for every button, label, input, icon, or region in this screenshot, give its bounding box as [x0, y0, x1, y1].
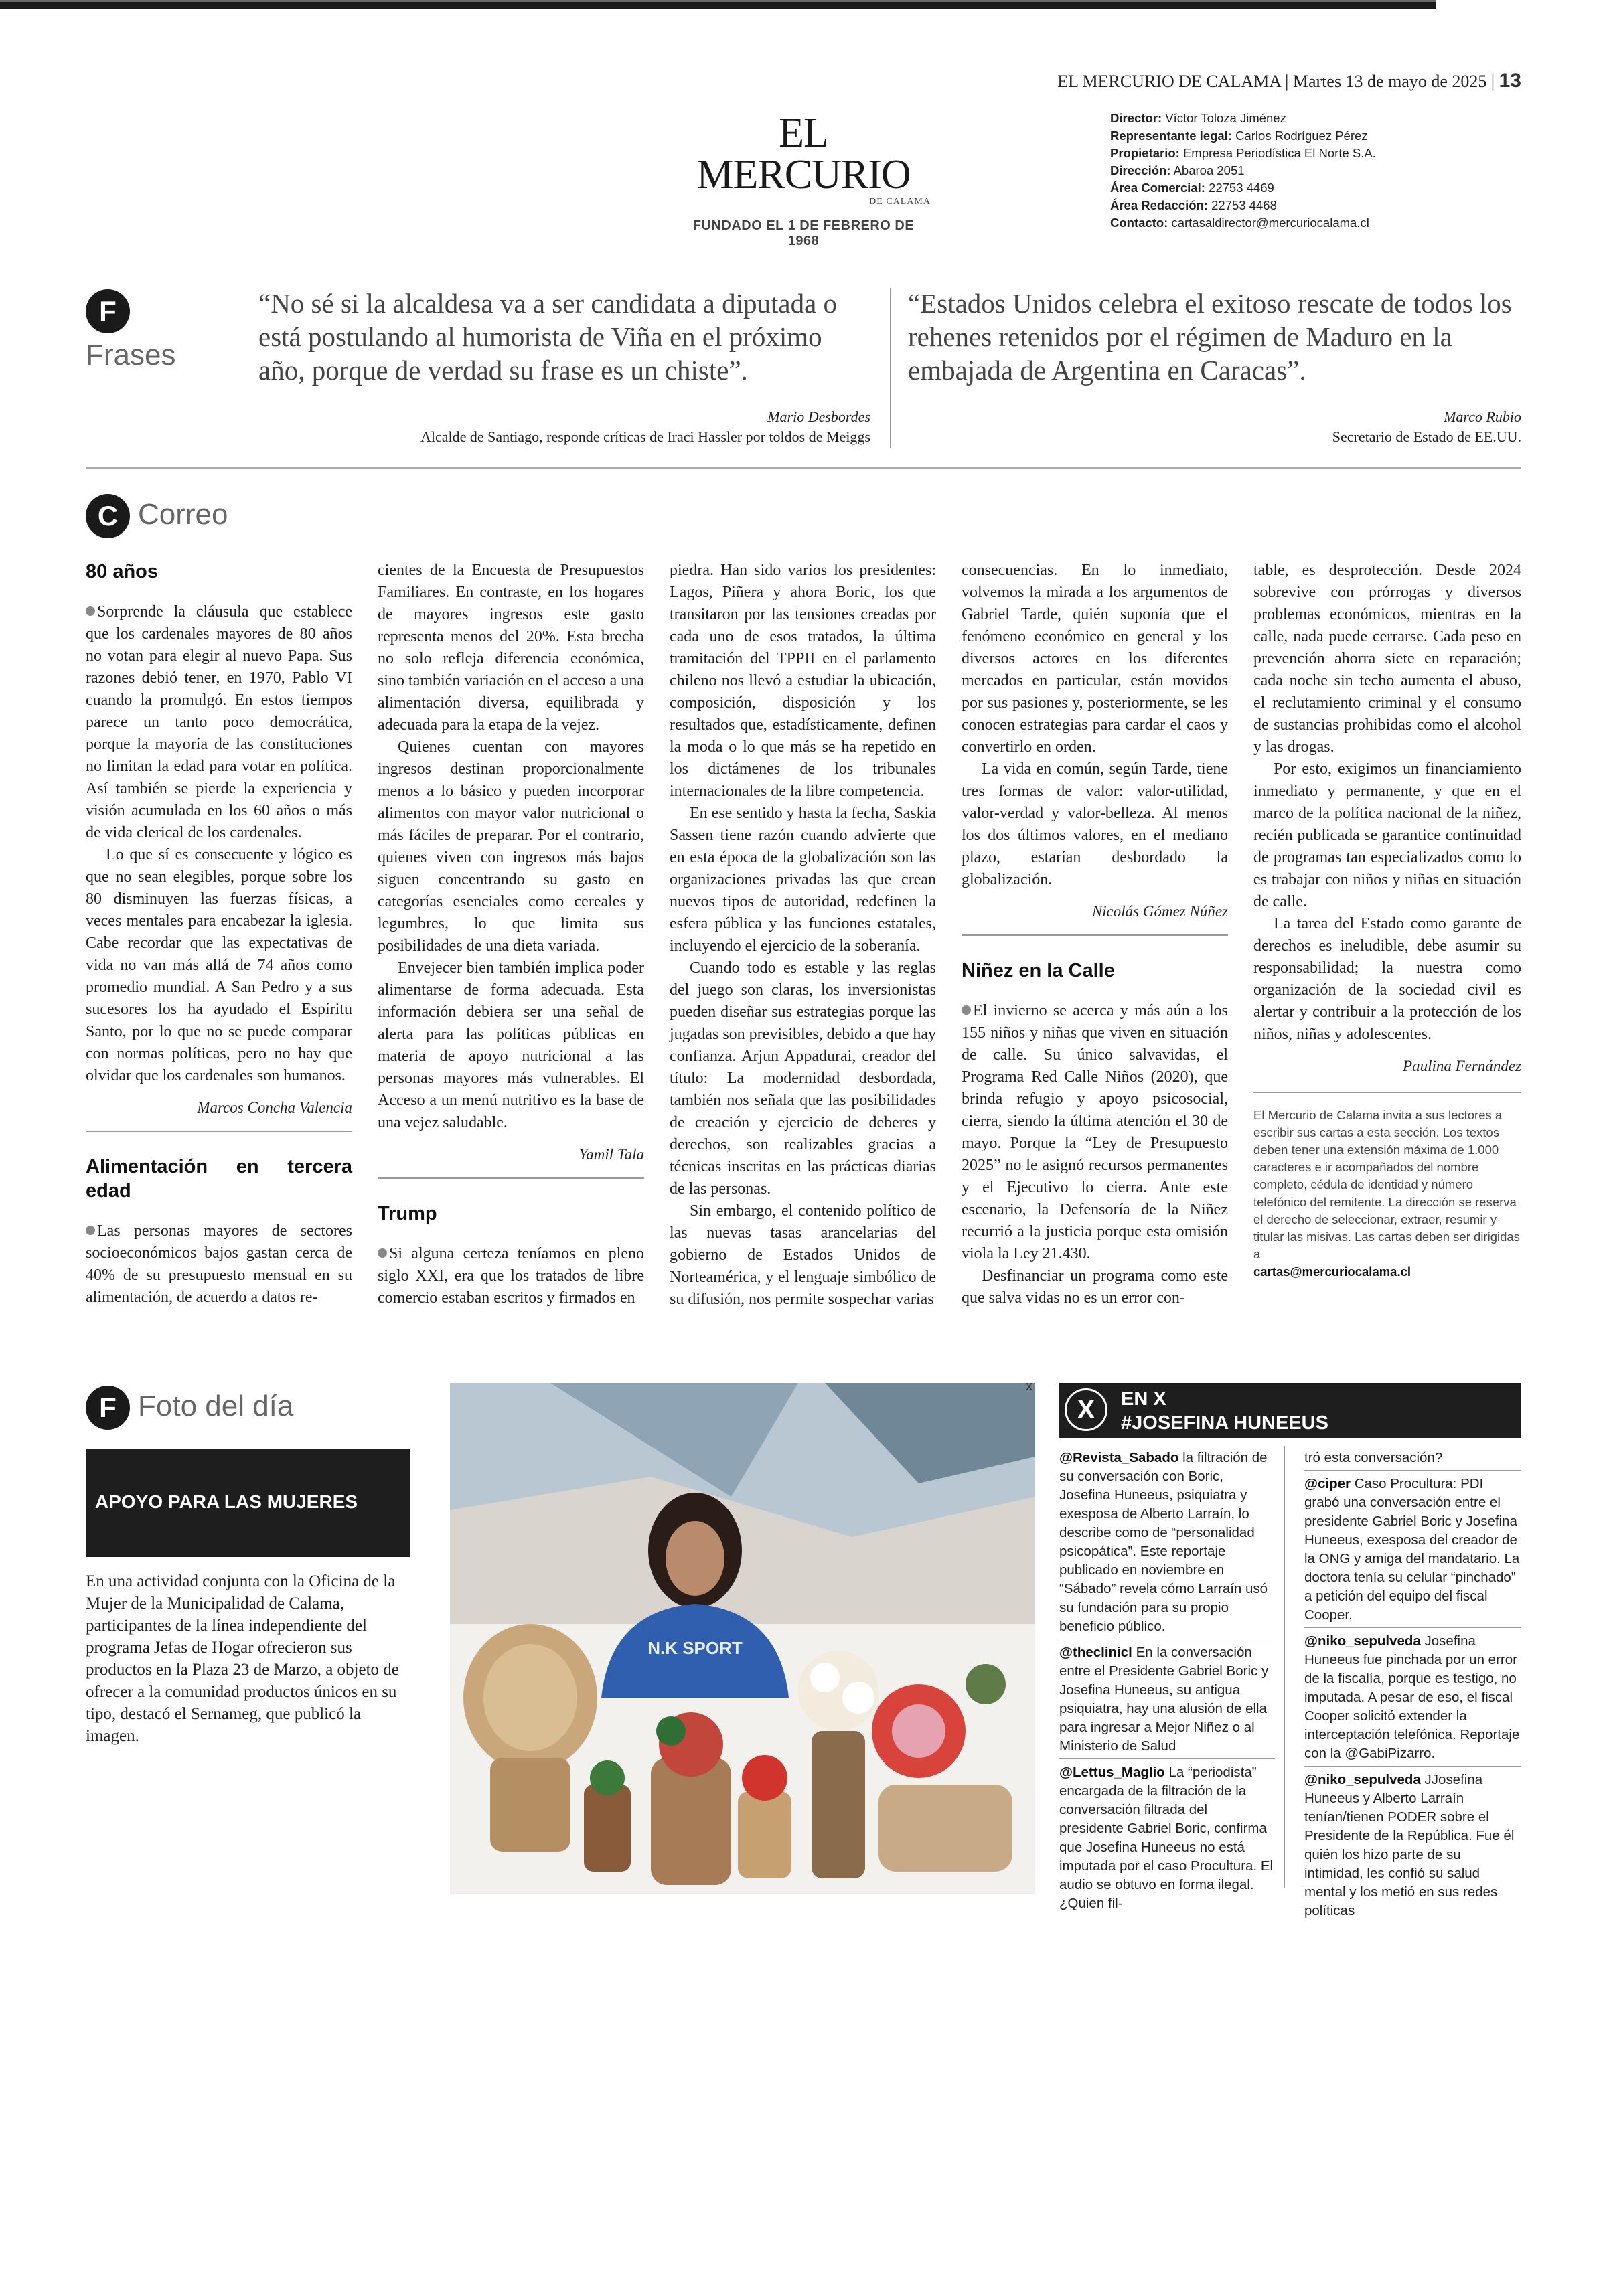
letter-paragraph: Por esto, exigimos un financiamiento inmediato y permanente, y que en el marco de la política nacional de la niñez, recién publicada se garantice continuidad de programas tan especializados como lo es trabajar con niños y niñas en situación de calle. — [1253, 760, 1521, 910]
letter-signature: Nicolás Gómez Núñez — [1091, 903, 1228, 920]
foto-icon: F — [86, 1386, 130, 1430]
tweet-handle[interactable]: @niko_sepulveda — [1304, 1633, 1421, 1649]
correo-column-3 — [670, 560, 936, 1311]
credit-label: Propietario: — [1110, 146, 1180, 160]
quote-2-text: “Estados Unidos celebra el exitoso rescate de todos los rehenes retenidos por el régimen de Maduro en la embajada de Argentina en Caracas”. — [908, 288, 1512, 386]
foto-headline: APOYO PARA LAS MUJERES — [95, 1491, 358, 1512]
quote-2-role: Secretario de Estado de EE.UU. — [1332, 428, 1521, 445]
letter-paragraph: Las personas mayores de sectores socioeconómicos bajos gastan cerca de 40% de su presupuesto mensual en su alimentación, de acuerdo a datos re- — [86, 1222, 352, 1306]
foto-caption: En una actividad conjunta con la Oficina de la Mujer de la Municipalidad de Calama, participantes de la línea independiente del programa Jefas de Hogar ofrecieron sus productos en la Plaza 23 de Marzo, a objeto de ofrecer a la comunidad productos únicos en su tipo, destacó el Sernameg, que publicó la imagen. — [86, 1572, 399, 1745]
bullet-icon — [86, 1226, 95, 1235]
letter-paragraph: En ese sentido y hasta la fecha, Saskia Sassen tiene razón cuando advierte que en esta época de la globalización son las organizaciones privadas las que crean nuevos tipos de autoridad, redefinen la esfera pública y las funciones estatales, incluyendo el ejercicio de la soberanía. — [670, 805, 936, 955]
page-folio: EL MERCURIO DE CALAMA | Martes 13 de mayo de 2025 | 13 — [1057, 70, 1521, 92]
credit-value: Empresa Periodística El Norte S.A. — [1182, 146, 1376, 160]
folio-page-number: 13 — [1499, 70, 1521, 92]
credit-row — [1110, 214, 1376, 232]
letter-paragraph: La tarea del Estado como garante de derechos es ineludible, debe asumir su responsabilidad; la nuestra como organización de la sociedad civil es alertar y contribuir a la protección de los niños, niñas y adolescentes. — [1253, 915, 1521, 1043]
quote-1-author: Mario Desbordes — [767, 408, 870, 425]
tweet: @niko_sepulveda Josefina Huneeus fue pinchada por un error de la fiscalía, porque es testigo, no imputada. A pesar de eso, el fiscal Cooper solicitó extender la interceptación telefónica. Reportaje con la @GabiPizarro. — [1304, 1633, 1520, 1761]
correo-column-2 — [378, 560, 644, 1309]
close-icon[interactable]: x — [1026, 1383, 1032, 1394]
credit-value: 22753 4469 — [1209, 181, 1274, 195]
tweet-separator — [1304, 1470, 1521, 1471]
quote-1-text: “No sé si la alcaldesa va a ser candidata a diputada o está postulando al humorista de Viña en el próximo año, porque de verdad su frase es un chiste”. — [258, 288, 838, 386]
credit-row — [1110, 162, 1376, 179]
masthead-founded: FUNDADO EL 1 DE FEBRERO DE 1968 — [692, 218, 915, 248]
tweet: @niko_sepulveda JJosefina Huneeus y Alberto Larraín tenían/tienen PODER sobre el Presidente de la República. Fue él quién los hizo parte de su intimidad, les confió su salud mental y los metió en sus redes políticas — [1304, 1772, 1515, 1918]
tweet-handle[interactable]: @Revista_Sabado — [1059, 1450, 1179, 1465]
credit-label: Contacto: — [1110, 216, 1168, 230]
tweet: @Lettus_Maglio La “periodista” encargada de la filtración de la conversación filtrada del presidente Gabriel Boric, confirma que Josefina Huneeus no está imputada por el caso Procultura. El audio se obtuvo en forma ilegal. ¿Quien fil- — [1059, 1765, 1274, 1911]
letter-paragraph: Sin embargo, el contenido político de las nuevas tasas arancelarias del gobierno de Estados Unidos de Norteamérica, y el lenguaje simbólico de su difusión, nos permite sospechar varias — [670, 1202, 936, 1308]
foto-headline-box — [86, 1449, 410, 1557]
credit-row — [1110, 127, 1376, 145]
correo-email-link[interactable]: cartas@mercuriocalama.cl — [1253, 1264, 1411, 1279]
folio-date: Martes 13 de mayo de 2025 — [1292, 72, 1487, 91]
correo-column-4 — [962, 560, 1228, 1309]
letter-heading-trump: Trump — [378, 1203, 437, 1224]
letter-paragraph: Envejecer bien también implica poder alimentarse de forma adecuada. Esta información debiera ser una señal de alerta para las políticas públicas en materia de apoyo nutricional a las personas mayores más vulnerables. El Acceso a un menú nutritivo es la base de una vejez saludable. — [378, 959, 644, 1131]
letter-paragraph: consecuencias. En lo inmediato, volvemos la mirada a los argumentos de Gabriel Tarde, quién suponía que el fenómeno económico en general y los diversos actores en los diferentes mercados en particular, están movidos por sus pasiones y, posteriormente, se les conocen estrategias para cardar el caos y convertirlo en orden. — [962, 562, 1228, 756]
credit-row — [1110, 197, 1376, 214]
credit-label: Área Comercial: — [1110, 181, 1205, 195]
letter-separator — [1253, 1092, 1521, 1093]
bullet-icon — [378, 1248, 387, 1258]
credit-value: 22753 4468 — [1211, 198, 1277, 212]
credit-label: Representante legal: — [1110, 129, 1232, 143]
letter-signature: Marcos Concha Valencia — [197, 1099, 352, 1116]
correo-submission-note: El Mercurio de Calama invita a sus lectores a escribir sus cartas a esta sección. Los textos deben tener una extensión máxima de 1.000 caracteres e ir acompañados del nombre completo, cédula de identidad y número telefónico del remitente. La dirección se reserva el derecho de seleccionar, extraer, resumir y titular las misivas. Las cartas deben ser dirigidas a cartas@mercuriocalama.cl — [1253, 1108, 1520, 1279]
enx-column-right — [1304, 1449, 1521, 1920]
tweet-separator — [1304, 1766, 1521, 1767]
credit-row — [1110, 110, 1376, 127]
letter-paragraph: Quienes cuentan con mayores ingresos destinan proporcionalmente menos a lo básico y pueden incorporar alimentos con mayor valor nutricional o más fáciles de preparar. Por el contrario, quienes viven con ingresos más bajos siguen concentrando su gasto en categorías esenciales como cereales y legumbres, lo que limita sus posibilidades de una dieta variada. — [378, 738, 644, 955]
enx-header-line2: #JOSEFINA HUNEEUS — [1121, 1412, 1328, 1434]
credit-label: Dirección: — [1110, 163, 1171, 177]
masthead — [676, 112, 931, 249]
bullet-icon — [86, 606, 95, 616]
enx-divider — [1284, 1446, 1285, 1888]
photo-illustration — [450, 1383, 1035, 1894]
tweet: @ciper Caso Procultura: PDI grabó una conversación entre el presidente Gabriel Boric y Josefina Huneeus, exesposa del creador de la ONG y amiga del mandatario. La doctora tenía su celular “pinchado” a petición del equipo del fiscal Cooper. — [1304, 1476, 1520, 1623]
letter-paragraph: Sorprende la cláusula que establece que los cardenales mayores de 80 años no votan para elegir al nuevo Papa. Sus razones debió tener, en 1970, Pablo VI cuando la promulgó. En estos tiempos parece un tanto poco democrática, porque la mayoría de las constituciones no limitan la edad para votar en política. Así también se pierde la experiencia y visión acumulada en los 60 años o más de vida clerical de los cardenales. — [86, 603, 352, 841]
bullet-icon — [962, 1005, 971, 1015]
tweet-handle[interactable]: @Lettus_Maglio — [1059, 1765, 1165, 1780]
frases-divider — [890, 288, 891, 448]
correo-column-5 — [1253, 560, 1521, 1281]
x-logo-icon: X — [1059, 1383, 1114, 1438]
quote-1-role: Alcalde de Santiago, responde críticas de Iraci Hassler por toldos de Meiggs — [420, 428, 870, 445]
letter-separator — [962, 934, 1228, 936]
enx-header-line1: EN X — [1121, 1388, 1166, 1410]
correo-title: Correo — [138, 498, 228, 531]
tweet-handle[interactable]: @niko_sepulveda — [1304, 1772, 1421, 1787]
letter-paragraph: La vida en común, según Tarde, tiene tres formas de valor: valor-utilidad, valor-verdad y valor-belleza. Al menos los dos últimos valores, en el mediano plazo, estarían desbordado la globalización. — [962, 760, 1228, 888]
frases-title: Frases — [86, 339, 176, 372]
credit-value: Víctor Toloza Jiménez — [1165, 111, 1286, 125]
correo-column-1 — [86, 560, 352, 1309]
staff-credits — [1110, 110, 1376, 232]
letter-heading-80-anos: 80 años — [86, 561, 158, 582]
credit-row — [1110, 145, 1376, 162]
letter-paragraph: El invierno se acerca y más aún a los 155 niños y niñas que viven en situación de calle. Su único salvavidas, el Programa Red Calle Niños (2020), que brinda refugio y apoyo psicosocial, cierra, siendo la última atención el 30 de mayo. Porque la “Ley de Presupuesto 2025” no le asignó recursos permanentes y el Ejecutivo lo cierra. Ante este escenario, la Defensoría de la Niñez recurrió a la justicia porque esta omisión viola la Ley 21.430. — [962, 1002, 1228, 1262]
tweet-continuation: tró esta conversación? — [1304, 1450, 1443, 1465]
letter-signature: Paulina Fernández — [1403, 1058, 1521, 1074]
enx-header — [1059, 1383, 1521, 1438]
credit-row — [1110, 179, 1376, 197]
letter-paragraph: Si alguna certeza teníamos en pleno siglo XXI, era que los tratados de libre comercio estaban escritos y firmados en — [378, 1245, 644, 1307]
correo-icon: C — [86, 494, 130, 538]
shirt-text: N.K SPORT — [647, 1638, 743, 1658]
frases-top-rule — [0, 2, 1436, 9]
tweet: @Revista_Sabado la filtración de su conversación con Boric, Josefina Huneeus, psiquiatra y exesposa de Alberto Larraín, lo describe como de “personalidad psicopática”. Este reportaje publicado en noviembre en “Sábado” revela cómo Larraín usó su fundación para su propio beneficio público. — [1059, 1450, 1268, 1634]
letter-paragraph: Lo que sí es consecuente y lógico es que no sean elegibles, porque sobre los 80 disminuyen las fuerzas físicas, a veces mentales para encabezar la iglesia. Cabe recordar que las expectativas de vida no van más allá de 74 años como promedio mundial. A San Pedro y a sus sucesores los ha ayudado el Espíritu Santo, por lo que no se puede comparar con normas políticas, pero no hay que olvidar que los cardenales son humanos. — [86, 846, 352, 1084]
credit-label: Director: — [1110, 111, 1162, 125]
letter-paragraph: table, es desprotección. Desde 2024 sobrevive con prórrogas y diversos problemas económicos, mientras en la calle, nada puede cerrarse. Cada peso en prevención ahorra siete en reparación; cada noche sin techo aumenta el abuso, el reclutamiento criminal y el consumo de sustancias prohibidas como el alcohol y las drogas. — [1253, 562, 1521, 756]
credit-value: Carlos Rodríguez Pérez — [1235, 129, 1368, 143]
enx-column-left — [1059, 1449, 1275, 1913]
folio-paper: EL MERCURIO DE CALAMA — [1057, 72, 1281, 91]
letter-heading-alimentacion: Alimentación en tercera edad — [86, 1156, 352, 1202]
credit-value: Abaroa 2051 — [1173, 163, 1245, 177]
credit-value[interactable]: cartasaldirector@mercuriocalama.cl — [1171, 216, 1369, 230]
masthead-sub: DE CALAMA — [869, 197, 931, 207]
quote-2-author: Marco Rubio — [1444, 408, 1521, 425]
letter-paragraph: piedra. Han sido varios los presidentes: Lagos, Piñera y ahora Boric, los que transitaron por las tensiones creadas por cada uno de esos tratados, la última tramitación del TPPII en el parlamento chileno nos llevó a estudiar la ubicación, composición, disposición y los resultados que, estadísticamente, definen la moda o lo que más se ha repetido en los dictámenes de los tribunales internacionales de la libre competencia. — [670, 562, 936, 800]
photo-of-the-day — [450, 1383, 1035, 1894]
tweet: @theclinicl En la conversación entre el Presidente Gabriel Boric y Josefina Huneeus, su antigua psiquiatra, hay una alusión de ella para ingresar a Mejor Niñez o al Ministerio de Salud — [1059, 1645, 1269, 1754]
letter-paragraph: Cuando todo es estable y las reglas del juego son claras, los inversionistas pueden diseñar sus estrategias porque las jugadas son previsibles, debido a que hay confianza. Arjun Appadurai, creador del título: La modernidad desbordada, también nos señala que las posibilidades de creación y ejercicio de deberes y derechos, son realizables gracias a técnicas inscritas en las prácticas diarias de las personas. — [670, 959, 936, 1198]
letter-paragraph: Desfinanciar un programa como este que salva vidas no es un error con- — [962, 1267, 1228, 1307]
letter-separator — [378, 1177, 644, 1179]
letter-heading-ninez: Niñez en la Calle — [962, 960, 1115, 981]
tweet-handle[interactable]: @ciper — [1304, 1476, 1351, 1491]
letter-separator — [86, 1131, 352, 1132]
letter-paragraph: cientes de la Encuesta de Presupuestos Familiares. En contraste, en los hogares de mayores ingresos este gasto representa menos del 20%. Esta brecha no solo refleja diferencia económica, sino también variación en el acceso a una alimentación diversa, equilibrada y adecuada para la etapa de la vejez. — [378, 562, 644, 734]
masthead-name: EL MERCURIO — [696, 110, 911, 197]
frases-bottom-rule — [86, 467, 1521, 469]
tweet-handle[interactable]: @theclinicl — [1059, 1645, 1132, 1660]
frases-icon: F — [86, 289, 130, 333]
foto-title: Foto del día — [138, 1390, 294, 1422]
letter-signature: Yamil Tala — [579, 1146, 644, 1163]
tweet-separator — [1059, 1758, 1275, 1759]
credit-label: Área Redacción: — [1110, 198, 1208, 212]
tweet-separator — [1304, 1627, 1521, 1628]
